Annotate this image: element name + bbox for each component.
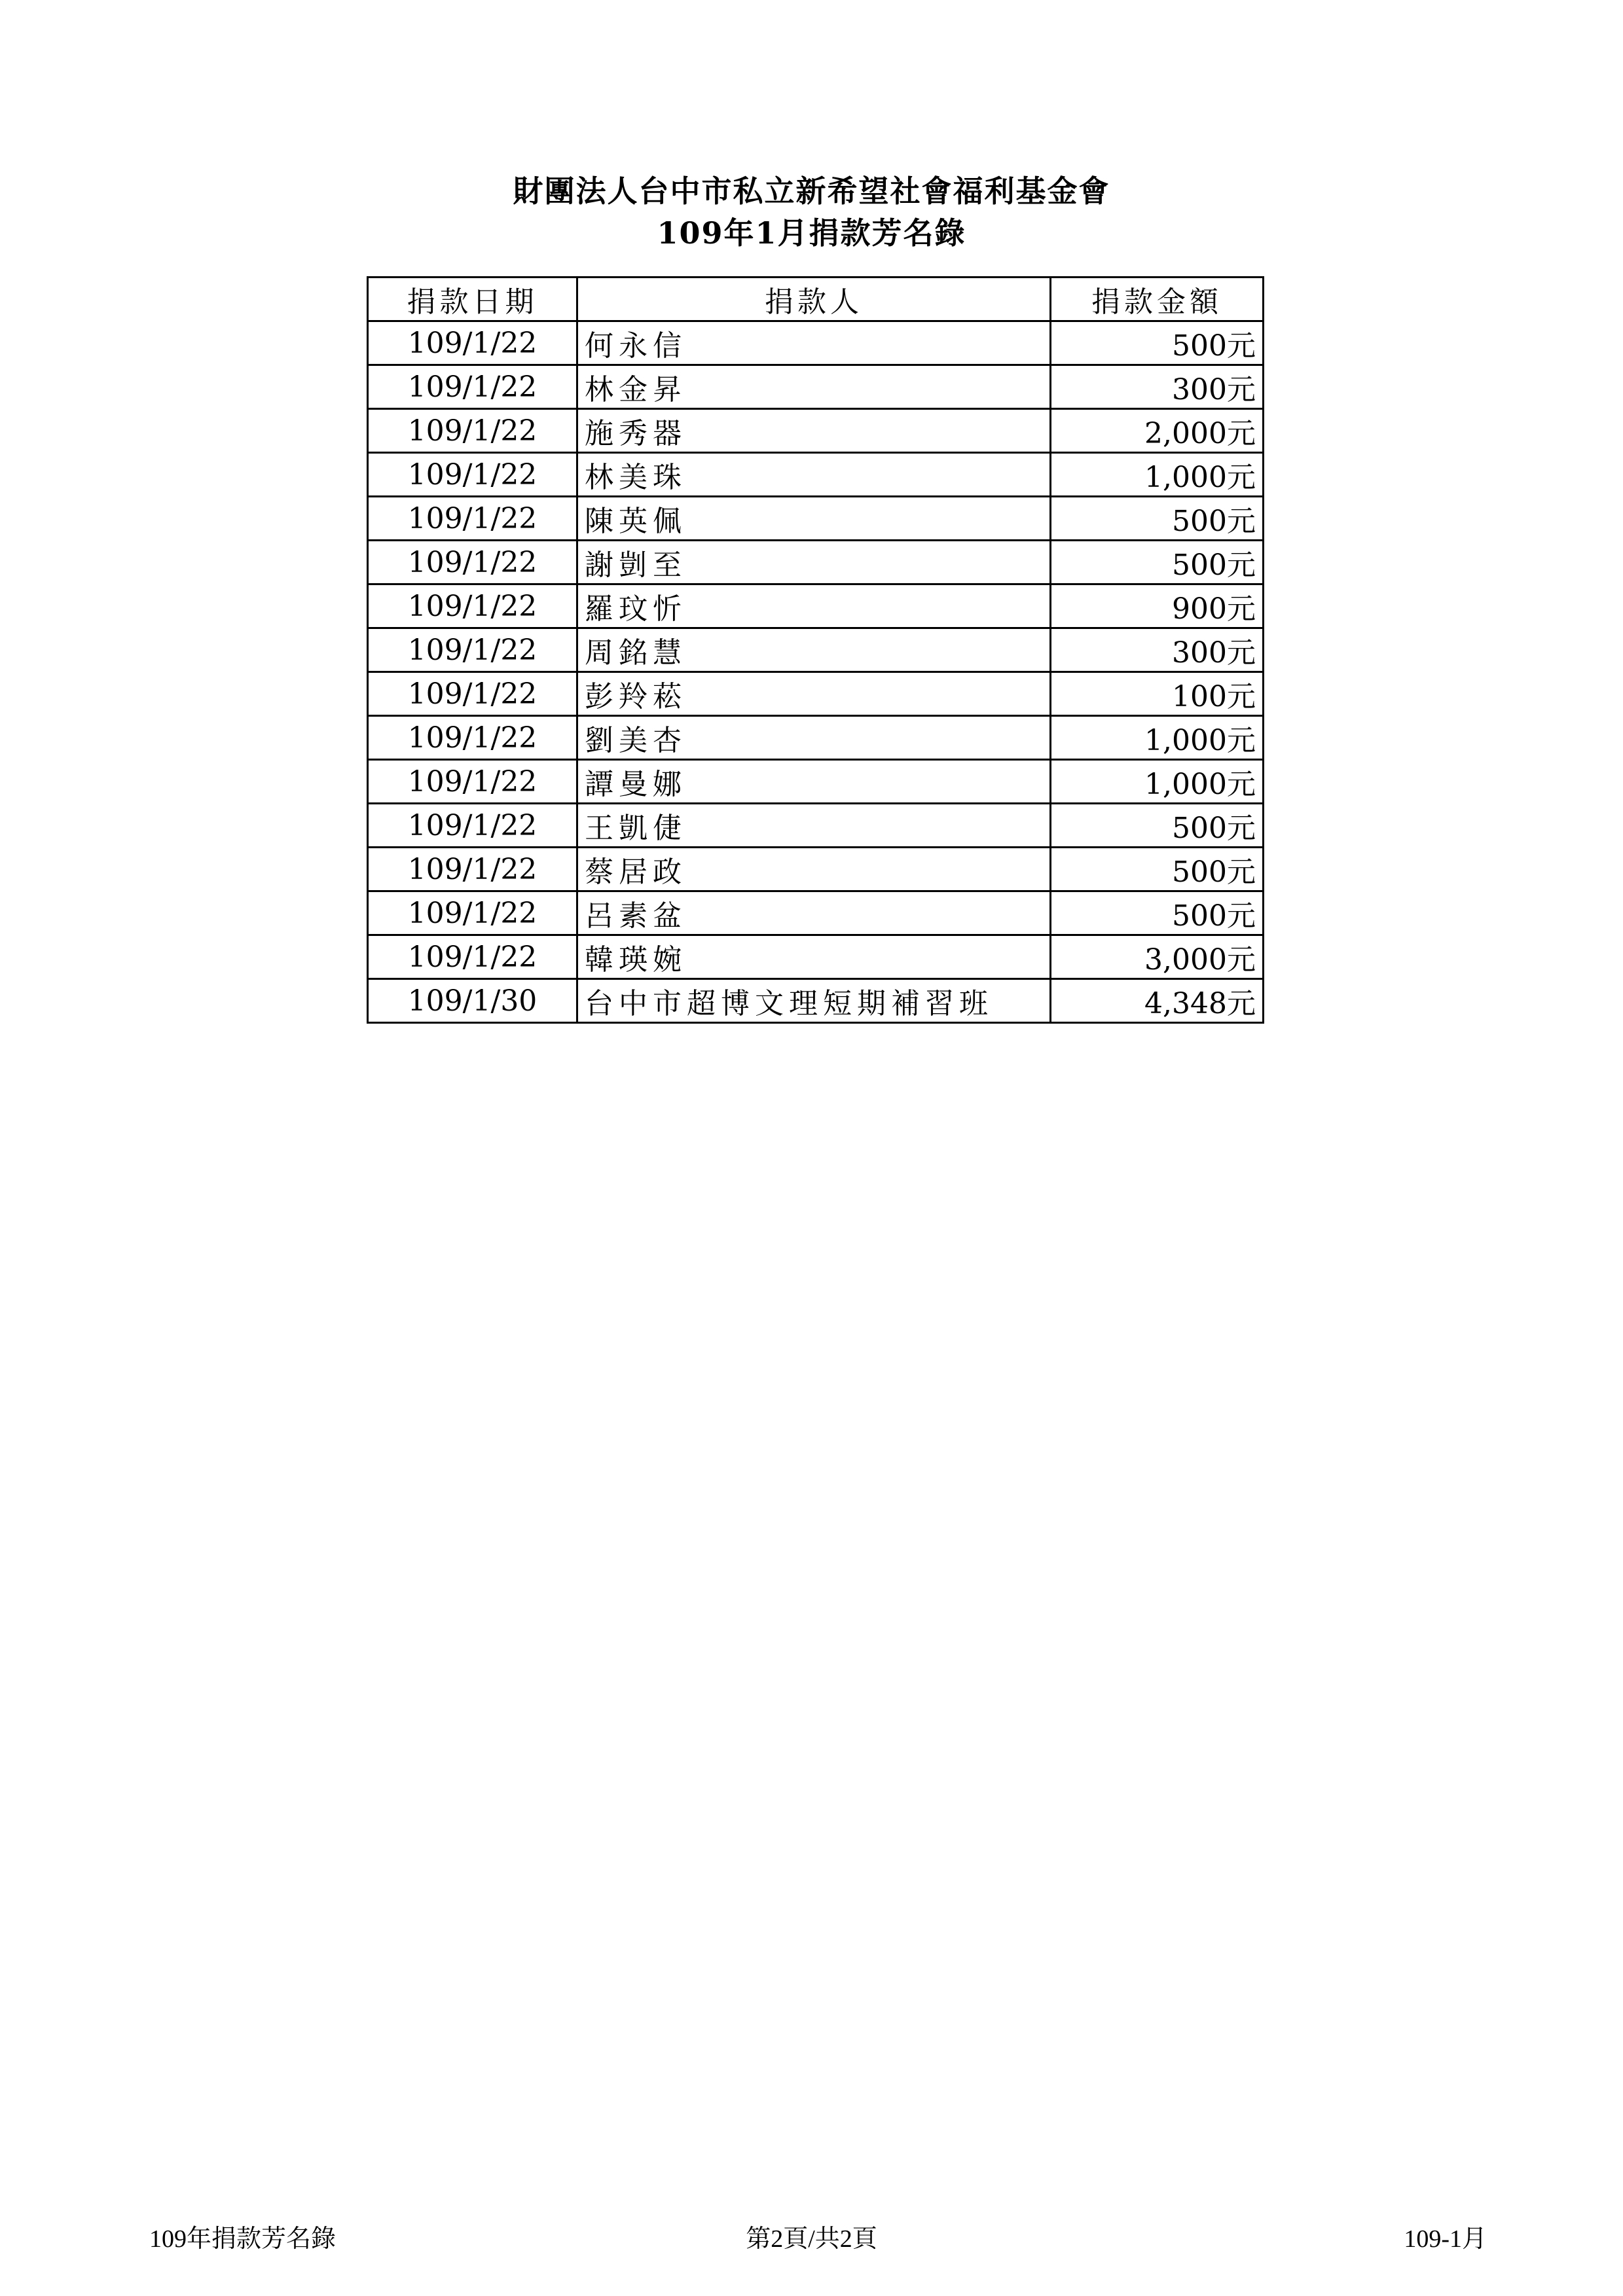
cell-date: 109/1/22 — [368, 804, 577, 848]
cell-amount: 500元 — [1051, 497, 1264, 541]
table-row — [368, 628, 1264, 672]
cell-amount: 500元 — [1051, 541, 1264, 584]
cell-date: 109/1/22 — [368, 453, 577, 497]
footer-period: 109-1月 — [1404, 2225, 1487, 2253]
cell-amount: 300元 — [1051, 628, 1264, 672]
cell-date: 109/1/22 — [368, 760, 577, 804]
cell-amount: 500元 — [1051, 804, 1264, 848]
cell-date: 109/1/22 — [368, 716, 577, 760]
cell-donor: 周銘慧 — [577, 628, 1051, 672]
cell-donor: 呂素盆 — [577, 891, 1051, 935]
table-row — [368, 935, 1264, 979]
cell-date: 109/1/22 — [368, 321, 577, 365]
cell-amount: 4,348元 — [1051, 979, 1264, 1023]
table-row — [368, 848, 1264, 891]
cell-amount: 2,000元 — [1051, 409, 1264, 453]
cell-amount: 100元 — [1051, 672, 1264, 716]
cell-amount: 500元 — [1051, 321, 1264, 365]
cell-donor: 彭羚菘 — [577, 672, 1051, 716]
table-row — [368, 760, 1264, 804]
cell-donor: 蔡居政 — [577, 848, 1051, 891]
cell-date: 109/1/22 — [368, 672, 577, 716]
cell-date: 109/1/22 — [368, 891, 577, 935]
cell-amount: 500元 — [1051, 848, 1264, 891]
donation-table — [367, 276, 1264, 1024]
cell-date: 109/1/22 — [368, 584, 577, 628]
cell-donor: 王凱倢 — [577, 804, 1051, 848]
cell-donor: 劉美杏 — [577, 716, 1051, 760]
table-row — [368, 716, 1264, 760]
cell-donor: 何永信 — [577, 321, 1051, 365]
cell-date: 109/1/22 — [368, 409, 577, 453]
table-header-row — [368, 278, 1264, 321]
cell-amount: 1,000元 — [1051, 760, 1264, 804]
table-row — [368, 672, 1264, 716]
header-date: 捐款日期 — [368, 278, 577, 321]
cell-date: 109/1/22 — [368, 935, 577, 979]
table-row — [368, 365, 1264, 409]
cell-amount: 900元 — [1051, 584, 1264, 628]
table-row — [368, 541, 1264, 584]
cell-date: 109/1/22 — [368, 628, 577, 672]
table-row — [368, 584, 1264, 628]
cell-donor: 謝剴至 — [577, 541, 1051, 584]
cell-amount: 1,000元 — [1051, 716, 1264, 760]
table-row — [368, 804, 1264, 848]
cell-amount: 1,000元 — [1051, 453, 1264, 497]
cell-donor: 陳英佩 — [577, 497, 1051, 541]
cell-donor: 譚曼娜 — [577, 760, 1051, 804]
cell-donor: 台中市超博文理短期補習班 — [577, 979, 1051, 1023]
footer-page-number: 第2頁/共2頁 — [746, 2225, 877, 2253]
cell-amount: 3,000元 — [1051, 935, 1264, 979]
table-row — [368, 891, 1264, 935]
header-amount: 捐款金額 — [1051, 278, 1264, 321]
document-title: 財團法人台中市私立新希望社會福利基金會 — [513, 173, 1110, 209]
cell-date: 109/1/22 — [368, 541, 577, 584]
footer-document-name: 109年捐款芳名錄 — [149, 2225, 337, 2253]
cell-donor: 韓瑛婉 — [577, 935, 1051, 979]
table-row — [368, 497, 1264, 541]
table-row — [368, 321, 1264, 365]
cell-donor: 羅玟忻 — [577, 584, 1051, 628]
cell-amount: 300元 — [1051, 365, 1264, 409]
document-subtitle: 109年1月捐款芳名錄 — [657, 215, 966, 251]
cell-donor: 施秀器 — [577, 409, 1051, 453]
table-row — [368, 409, 1264, 453]
cell-date: 109/1/30 — [368, 979, 577, 1023]
cell-date: 109/1/22 — [368, 497, 577, 541]
cell-date: 109/1/22 — [368, 365, 577, 409]
table-row — [368, 453, 1264, 497]
header-donor: 捐款人 — [577, 278, 1051, 321]
cell-amount: 500元 — [1051, 891, 1264, 935]
cell-donor: 林金昇 — [577, 365, 1051, 409]
cell-donor: 林美珠 — [577, 453, 1051, 497]
table-row — [368, 979, 1264, 1023]
cell-date: 109/1/22 — [368, 848, 577, 891]
